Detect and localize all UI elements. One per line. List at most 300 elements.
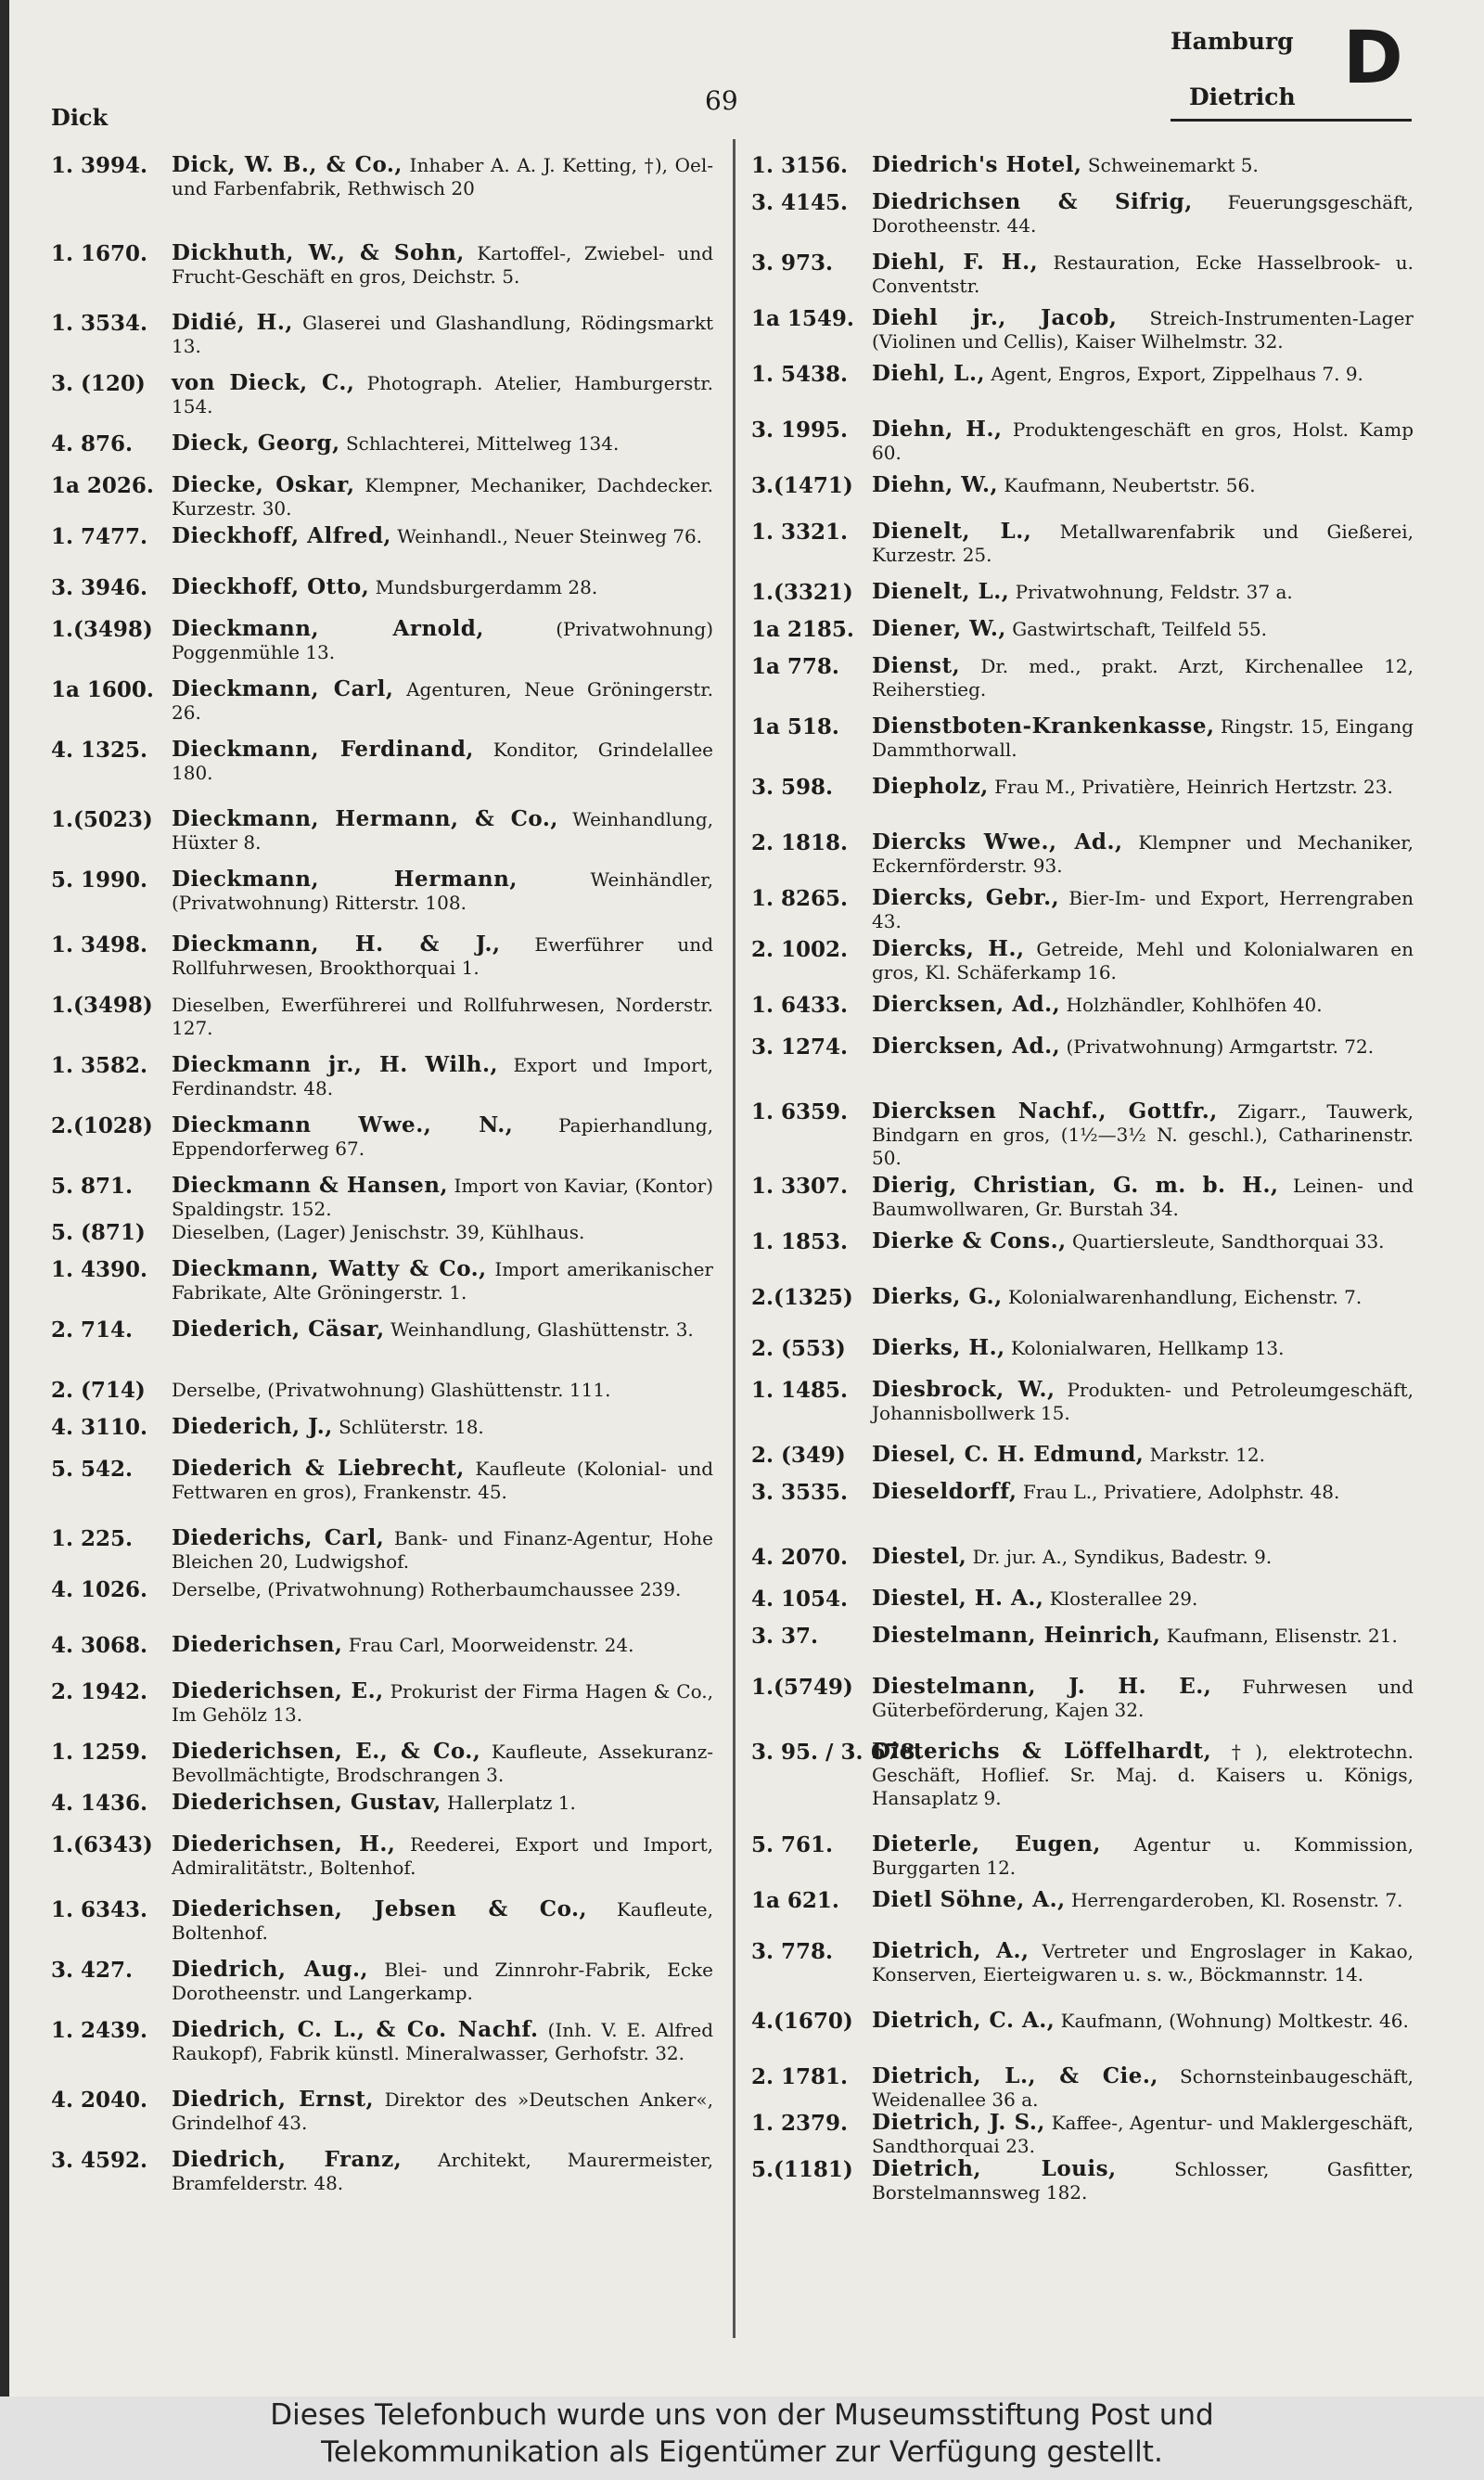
directory-entry bbox=[51, 1832, 719, 1880]
phone-number: 4. 1026. bbox=[51, 1577, 148, 1602]
entry-text bbox=[172, 677, 719, 725]
phone-number: 3. 427. bbox=[51, 1958, 134, 1983]
entry-text bbox=[872, 190, 1419, 238]
entry-text bbox=[872, 1034, 1419, 1060]
subscriber-name: Diehn, W., bbox=[872, 472, 999, 497]
phone-number: 2. (553) bbox=[751, 1336, 846, 1361]
entry-text bbox=[872, 1336, 1419, 1361]
subscriber-name: Diestelmann, Heinrich, bbox=[872, 1623, 1161, 1648]
phone-number: 1.(6343) bbox=[51, 1832, 153, 1857]
directory-entry bbox=[751, 617, 1419, 642]
directory-entry bbox=[751, 1832, 1419, 1880]
directory-entry bbox=[51, 1113, 719, 1161]
running-head-city: Hamburg bbox=[1171, 28, 1294, 55]
subscriber-details: Derselbe, (Privatwohnung) Glashüttenstr. 111. bbox=[172, 1379, 611, 1401]
subscriber-name: Diestel, H. A., bbox=[872, 1586, 1044, 1611]
directory-entry bbox=[51, 1679, 719, 1727]
subscriber-name: Dickhuth, W., & Sohn, bbox=[172, 240, 465, 265]
subscriber-name: Diercksen Nachf., Gottfr., bbox=[872, 1099, 1218, 1124]
phone-number: 1. 5438. bbox=[751, 362, 849, 387]
subscriber-details: Agenturen, Neue Gröningerstr. 26. bbox=[172, 678, 713, 724]
entry-text bbox=[172, 1220, 719, 1245]
phone-number: 2. 1781. bbox=[751, 2064, 849, 2089]
phone-number: 4.(1670) bbox=[751, 2009, 853, 2034]
subscriber-name: Diederichsen, H., bbox=[172, 1831, 396, 1857]
entry-text bbox=[172, 1633, 719, 1658]
entry-text bbox=[872, 886, 1419, 933]
phone-number: 1. 2439. bbox=[51, 2018, 148, 2043]
phone-number: 1.(5749) bbox=[751, 1675, 853, 1700]
subscriber-details: Produkten- und Petroleumgeschäft, Johannisbollwerk 15. bbox=[872, 1379, 1414, 1424]
directory-entry bbox=[51, 1577, 719, 1602]
subscriber-name: Diercks Wwe., Ad., bbox=[872, 829, 1123, 855]
subscriber-details: Bier-Im- und Export, Herrengraben 43. bbox=[872, 887, 1414, 932]
entry-text bbox=[172, 371, 719, 418]
directory-entry bbox=[751, 714, 1419, 762]
phone-number: 3. 1995. bbox=[751, 418, 849, 443]
subscriber-details: Hallerplatz 1. bbox=[447, 1792, 576, 1814]
directory-entry bbox=[51, 524, 719, 549]
phone-number: 1. 8265. bbox=[751, 886, 849, 911]
phone-number: 2.(1325) bbox=[751, 1285, 853, 1310]
subscriber-details: †), elektrotechn. Geschäft, Hoflief. Sr. Maj. d. Kaisers u. Königs, Hansaplatz 9. bbox=[872, 1741, 1414, 1809]
entry-text bbox=[172, 993, 719, 1040]
entry-text bbox=[172, 311, 719, 358]
subscriber-name: Dick, W. B., & Co., bbox=[172, 152, 403, 177]
subscriber-name: Dieseldorff, bbox=[872, 1479, 1017, 1504]
subscriber-name: Diederichsen, E., & Co., bbox=[172, 1739, 481, 1764]
phone-number: 3. (120) bbox=[51, 371, 146, 396]
directory-entry bbox=[51, 2148, 719, 2195]
phone-number: 1a 621. bbox=[751, 1888, 839, 1913]
directory-entry bbox=[751, 1545, 1419, 1570]
phone-number: 5. 1990. bbox=[51, 867, 148, 893]
phone-number: 1.(3321) bbox=[751, 580, 853, 605]
directory-entry bbox=[51, 431, 719, 456]
directory-entry bbox=[751, 190, 1419, 238]
column-divider bbox=[733, 139, 736, 2338]
subscriber-name: Dieckmann jr., H. Wilh., bbox=[172, 1052, 499, 1077]
running-head-left: Dick bbox=[51, 104, 109, 131]
phone-number: 3.(1471) bbox=[751, 473, 853, 498]
subscriber-details: Kaufmann, Elisenstr. 21. bbox=[1166, 1625, 1398, 1647]
entry-text bbox=[172, 1740, 719, 1787]
directory-entry bbox=[751, 1587, 1419, 1612]
entry-text bbox=[872, 473, 1419, 498]
phone-number: 3. 973. bbox=[751, 251, 834, 276]
subscriber-name: Diesbrock, W., bbox=[872, 1377, 1055, 1402]
directory-entry bbox=[51, 677, 719, 725]
entry-text bbox=[872, 1378, 1419, 1425]
entry-text bbox=[172, 617, 719, 664]
phone-number: 1. 4390. bbox=[51, 1257, 148, 1282]
phone-number: 1. 3582. bbox=[51, 1053, 148, 1078]
entry-text bbox=[872, 830, 1419, 878]
phone-number: 2. 1002. bbox=[751, 937, 849, 962]
directory-entry bbox=[51, 1526, 719, 1574]
entry-text bbox=[172, 1897, 719, 1945]
directory-entry bbox=[51, 1378, 719, 1403]
subscriber-details: Glaserei und Glashandlung, Rödingsmarkt 13. bbox=[172, 312, 713, 357]
entry-text bbox=[172, 153, 719, 200]
phone-number: 1. 3307. bbox=[751, 1174, 849, 1199]
phone-number: 1. 3156. bbox=[751, 153, 849, 178]
phone-number: 3. 37. bbox=[751, 1624, 819, 1649]
subscriber-name: Diepholz, bbox=[872, 774, 989, 799]
subscriber-details: Leinen- und Baumwollwaren, Gr. Burstah 34. bbox=[872, 1175, 1414, 1220]
subscriber-name: Diedrichsen & Sifrig, bbox=[872, 189, 1193, 214]
subscriber-details: Metallwarenfabrik und Gießerei, Kurzestr. 25. bbox=[872, 520, 1414, 566]
subscriber-details: (Privatwohnung) Armgartstr. 72. bbox=[1066, 1035, 1375, 1058]
subscriber-name: Diestel, bbox=[872, 1544, 967, 1569]
entry-text bbox=[872, 1740, 1419, 1810]
phone-number: 1. 6433. bbox=[751, 993, 849, 1018]
directory-entry bbox=[751, 520, 1419, 567]
subscriber-details: Dieselben, (Lager) Jenischstr. 39, Kühlhaus. bbox=[172, 1221, 585, 1243]
directory-entry bbox=[751, 1443, 1419, 1468]
entry-text bbox=[872, 1174, 1419, 1221]
directory-entry bbox=[751, 251, 1419, 298]
entry-text bbox=[872, 654, 1419, 701]
phone-number: 1. 225. bbox=[51, 1526, 134, 1551]
entry-text bbox=[872, 2064, 1419, 2112]
subscriber-details: Kolonialwaren, Hellkamp 13. bbox=[1010, 1337, 1285, 1359]
entry-text bbox=[872, 993, 1419, 1018]
subscriber-details: Export und Import, Ferdinandstr. 48. bbox=[172, 1054, 714, 1099]
subscriber-name: Dieterle, Eugen, bbox=[872, 1831, 1101, 1857]
subscriber-name: Dierig, Christian, G. m. b. H., bbox=[872, 1173, 1279, 1198]
subscriber-name: Diehn, H., bbox=[872, 417, 1003, 442]
subscriber-name: Dietrich, C. A., bbox=[872, 2008, 1055, 2033]
subscriber-name: Diederichsen, Gustav, bbox=[172, 1790, 441, 1815]
subscriber-details: Inhaber A. A. J. Ketting, †), Oel- und Farbenfabrik, Rethwisch 20 bbox=[172, 154, 713, 199]
phone-number: 1. 1853. bbox=[751, 1229, 849, 1254]
phone-number: 1. 1485. bbox=[751, 1378, 849, 1403]
phone-number: 1. 3321. bbox=[751, 520, 849, 545]
subscriber-details: Schlüterstr. 18. bbox=[339, 1416, 484, 1438]
subscriber-details: Getreide, Mehl und Kolonialwaren en gros, Kl. Schäferkamp 16. bbox=[872, 938, 1414, 983]
subscriber-details: Kartoffel-, Zwiebel- und Frucht-Geschäft en gros, Deichstr. 5. bbox=[172, 242, 714, 288]
directory-entry bbox=[51, 1740, 719, 1787]
subscriber-details: Agent, Engros, Export, Zippelhaus 7. 9. bbox=[991, 363, 1363, 385]
subscriber-details: Dr. med., prakt. Arzt, Kirchenallee 12, Reiherstieg. bbox=[872, 655, 1414, 700]
header-rule bbox=[1171, 119, 1412, 122]
section-letter: D bbox=[1343, 17, 1403, 100]
phone-number: 3. 4145. bbox=[751, 190, 849, 215]
entry-text bbox=[172, 1791, 719, 1816]
entry-text bbox=[872, 1624, 1419, 1649]
entry-text bbox=[172, 2148, 719, 2195]
phone-number: 4. 876. bbox=[51, 431, 134, 456]
phone-number: 1. 6343. bbox=[51, 1897, 148, 1922]
subscriber-details: Schlachterei, Mittelweg 134. bbox=[345, 432, 620, 455]
phone-number: 3. 3946. bbox=[51, 575, 148, 600]
directory-entry bbox=[51, 1317, 719, 1343]
subscriber-details: Ringstr. 15, Eingang Dammthorwall. bbox=[872, 715, 1414, 761]
subscriber-name: Diederichs, Carl, bbox=[172, 1525, 385, 1550]
directory-entry bbox=[751, 1174, 1419, 1221]
entry-text bbox=[872, 1099, 1419, 1170]
subscriber-name: Diesel, C. H. Edmund, bbox=[872, 1442, 1145, 1467]
directory-entry bbox=[51, 2088, 719, 2135]
subscriber-name: Diederich, J., bbox=[172, 1414, 333, 1439]
subscriber-name: Dieckmann & Hansen, bbox=[172, 1173, 449, 1198]
subscriber-name: Dienelt, L., bbox=[872, 519, 1032, 544]
entry-text bbox=[172, 867, 719, 915]
subscriber-name: Diederichsen, bbox=[172, 1632, 343, 1657]
entry-text bbox=[872, 2157, 1419, 2204]
phone-number: 1a 1600. bbox=[51, 677, 154, 702]
phone-number: 2. (714) bbox=[51, 1378, 146, 1403]
subscriber-details: Herrengarderoben, Kl. Rosenstr. 7. bbox=[1070, 1889, 1403, 1911]
subscriber-name: Diedrich, C. L., & Co. Nachf. bbox=[172, 2017, 539, 2042]
subscriber-details: Reederei, Export und Import, Admiralitätstr., Boltenhof. bbox=[172, 1833, 714, 1879]
subscriber-details: Kaufmann, (Wohnung) Moltkestr. 46. bbox=[1060, 2010, 1409, 2032]
phone-number: 1. 1259. bbox=[51, 1740, 148, 1765]
phone-number: 3. 95. / 3. 678. bbox=[751, 1740, 923, 1765]
directory-entry bbox=[751, 1480, 1419, 1505]
phone-number: 2. 1818. bbox=[751, 830, 849, 855]
subscriber-name: Diedrich's Hotel, bbox=[872, 152, 1082, 177]
subscriber-name: Dieckmann, H. & J., bbox=[172, 932, 501, 957]
directory-entry bbox=[51, 1633, 719, 1658]
entry-text bbox=[872, 520, 1419, 567]
phone-number: 3. 598. bbox=[751, 775, 834, 800]
directory-entry bbox=[51, 993, 719, 1040]
directory-entry bbox=[751, 937, 1419, 984]
directory-entry bbox=[51, 1174, 719, 1221]
directory-entry bbox=[51, 1791, 719, 1816]
entry-text bbox=[872, 1443, 1419, 1468]
directory-entry bbox=[751, 418, 1419, 465]
directory-entry bbox=[751, 993, 1419, 1018]
subscriber-details: Blei- und Zinnrohr-Fabrik, Ecke Dorotheenstr. und Langerkamp. bbox=[172, 1959, 713, 2004]
subscriber-details: Dieselben, Ewerführerei und Rollfuhrwesen, Norderstr. 127. bbox=[172, 994, 713, 1039]
phone-number: 1a 778. bbox=[751, 654, 839, 679]
entry-text bbox=[872, 1888, 1419, 1913]
directory-entry bbox=[51, 371, 719, 418]
phone-number: 5. 761. bbox=[751, 1832, 834, 1857]
subscriber-details: (Inh. V. E. Alfred Raukopf), Fabrik künstl. Mineralwasser, Gerhofstr. 32. bbox=[172, 2019, 713, 2064]
directory-entry bbox=[751, 2064, 1419, 2112]
directory-entry bbox=[51, 1415, 719, 1440]
directory-entry bbox=[751, 1939, 1419, 1986]
subscriber-name: Dierks, H., bbox=[872, 1335, 1005, 1360]
subscriber-name: Dieckmann Wwe., N., bbox=[172, 1112, 514, 1137]
phone-number: 3. 3535. bbox=[751, 1480, 849, 1505]
directory-entry bbox=[751, 1099, 1419, 1170]
phone-number: 1. 1670. bbox=[51, 241, 148, 266]
footer-notice bbox=[0, 2396, 1484, 2480]
entry-text bbox=[172, 738, 719, 785]
directory-entry bbox=[751, 886, 1419, 933]
subscriber-details: Markstr. 12. bbox=[1149, 1444, 1265, 1466]
subscriber-details: Papierhandlung, Eppendorferweg 67. bbox=[172, 1114, 713, 1160]
phone-number: 4. 2040. bbox=[51, 2088, 148, 2113]
subscriber-name: Diehl jr., Jacob, bbox=[872, 305, 1118, 330]
entry-text bbox=[172, 1317, 719, 1343]
directory-entry bbox=[751, 775, 1419, 800]
subscriber-details: Vertreter und Engroslager in Kakao, Konserven, Eierteigwaren u. s. w., Böckmannstr. 14. bbox=[872, 1940, 1414, 1985]
subscriber-name: Dieckmann, Arnold, bbox=[172, 616, 484, 641]
subscriber-details: Quartiersleute, Sandthorquai 33. bbox=[1071, 1230, 1385, 1253]
subscriber-name: Dieck, Georg, bbox=[172, 430, 340, 456]
directory-entry bbox=[751, 153, 1419, 178]
subscriber-details: Photograph. Atelier, Hamburgerstr. 154. bbox=[172, 372, 714, 418]
subscriber-details: Privatwohnung, Feldstr. 37 a. bbox=[1015, 581, 1293, 603]
subscriber-details: Import von Kaviar, (Kontor) Spaldingstr. 152. bbox=[172, 1175, 713, 1220]
subscriber-name: von Dieck, C., bbox=[172, 370, 355, 395]
directory-entry bbox=[751, 1229, 1419, 1254]
subscriber-details: Kaufleute (Kolonial- und Fettwaren en gros), Frankenstr. 45. bbox=[172, 1458, 714, 1503]
directory-entry bbox=[751, 654, 1419, 701]
entry-text bbox=[172, 473, 719, 520]
directory-entry bbox=[51, 575, 719, 600]
phone-number: 2. (349) bbox=[751, 1443, 846, 1468]
phone-number: 4. 1436. bbox=[51, 1791, 148, 1816]
subscriber-details: Import amerikanischer Fabrikate, Alte Gröningerstr. 1. bbox=[172, 1258, 713, 1304]
subscriber-details: (Privatwohnung) Poggenmühle 13. bbox=[172, 618, 713, 663]
entry-text bbox=[172, 1577, 719, 1602]
subscriber-details: Agentur u. Kommission, Burggarten 12. bbox=[872, 1833, 1414, 1879]
subscriber-details: Mundsburgerdamm 28. bbox=[375, 576, 598, 598]
phone-number: 5. (871) bbox=[51, 1220, 146, 1245]
subscriber-details: Konditor, Grindelallee 180. bbox=[172, 739, 713, 784]
entry-text bbox=[872, 306, 1419, 353]
phone-number: 1a 1549. bbox=[751, 306, 854, 331]
subscriber-name: Dieckmann, Ferdinand, bbox=[172, 737, 474, 762]
subscriber-name: Diedrich, Ernst, bbox=[172, 2087, 375, 2112]
entry-text bbox=[872, 1939, 1419, 1986]
subscriber-details: Dr. jur. A., Syndikus, Badestr. 9. bbox=[972, 1546, 1273, 1568]
phone-number: 1a 2185. bbox=[751, 617, 854, 642]
entry-text bbox=[172, 1113, 719, 1161]
directory-entry bbox=[51, 1897, 719, 1945]
entry-text bbox=[172, 575, 719, 600]
entry-text bbox=[172, 1174, 719, 1221]
phone-number: 1.(3498) bbox=[51, 617, 153, 642]
entry-text bbox=[872, 775, 1419, 800]
subscriber-details: Zigarr., Tauwerk, Bindgarn en gros, (1½—3½ N. geschl.), Catharinenstr. 50. bbox=[872, 1100, 1414, 1169]
directory-entry bbox=[751, 1378, 1419, 1425]
subscriber-name: Diercks, Gebr., bbox=[872, 885, 1060, 910]
directory-entry bbox=[751, 1336, 1419, 1361]
entry-text bbox=[172, 241, 719, 289]
footer-line-2: Telekommunikation als Eigentümer zur Verfügung gestellt. bbox=[321, 2435, 1163, 2469]
phone-number: 1. 3498. bbox=[51, 932, 148, 957]
subscriber-name: Diederich & Liebrecht, bbox=[172, 1456, 465, 1481]
entry-text bbox=[872, 937, 1419, 984]
footer-line-1: Dieses Telefonbuch wurde uns von der Museumsstiftung Post und bbox=[270, 2398, 1214, 2432]
subscriber-name: Dieckmann, Watty & Co., bbox=[172, 1256, 487, 1281]
directory-entry bbox=[51, 738, 719, 785]
subscriber-details: Feuerungsgeschäft, Dorotheenstr. 44. bbox=[872, 191, 1414, 237]
subscriber-name: Diederichsen, Jebsen & Co., bbox=[172, 1896, 588, 1921]
phone-number: 5. 871. bbox=[51, 1174, 134, 1199]
directory-entry bbox=[751, 2157, 1419, 2204]
directory-entry bbox=[51, 1257, 719, 1304]
directory-entry bbox=[751, 1624, 1419, 1649]
subscriber-details: Architekt, Maurermeister, Bramfelderstr. 48. bbox=[172, 2149, 714, 2194]
entry-text bbox=[172, 807, 719, 855]
subscriber-name: Diercksen, Ad., bbox=[872, 1034, 1061, 1059]
directory-entry bbox=[751, 1285, 1419, 1310]
subscriber-name: Diedrich, Aug., bbox=[172, 1957, 369, 1982]
subscriber-details: Kaufleute, Assekuranz-Bevollmächtigte, Brodschrangen 3. bbox=[172, 1741, 714, 1786]
entry-text bbox=[172, 1832, 719, 1880]
phone-number: 2.(1028) bbox=[51, 1113, 153, 1138]
entry-text bbox=[872, 1229, 1419, 1254]
subscriber-details: Kolonialwarenhandlung, Eichenstr. 7. bbox=[1008, 1286, 1362, 1308]
subscriber-details: Streich-Instrumenten-Lager (Violinen und Cellis), Kaiser Wilhelmstr. 32. bbox=[872, 307, 1414, 353]
phone-number: 2. 714. bbox=[51, 1317, 134, 1343]
directory-entry bbox=[51, 867, 719, 915]
phone-number: 1.(3498) bbox=[51, 993, 153, 1018]
subscriber-details: Weinhandlung, Hüxter 8. bbox=[172, 808, 713, 854]
directory-entry bbox=[751, 580, 1419, 605]
subscriber-name: Diehl, L., bbox=[872, 361, 985, 386]
phone-number: 4. 2070. bbox=[751, 1545, 849, 1570]
subscriber-details: Schornsteinbaugeschäft, Weidenallee 36 a. bbox=[872, 2065, 1414, 2111]
subscriber-name: Dietrich, A., bbox=[872, 1938, 1030, 1963]
phone-number: 5. 542. bbox=[51, 1457, 134, 1482]
entry-text bbox=[172, 1526, 719, 1574]
directory-entry bbox=[51, 932, 719, 980]
entry-text bbox=[872, 2009, 1419, 2034]
subscriber-details: Bank- und Finanz-Agentur, Hohe Bleichen 20, Ludwigshof. bbox=[172, 1527, 714, 1573]
subscriber-name: Dienelt, L., bbox=[872, 579, 1010, 604]
entry-text bbox=[872, 580, 1419, 605]
subscriber-details: Klempner und Mechaniker, Eckernförderstr. 93. bbox=[872, 831, 1414, 877]
entry-text bbox=[172, 1415, 719, 1440]
entry-text bbox=[872, 1832, 1419, 1880]
directory-entry bbox=[751, 473, 1419, 498]
entry-text bbox=[172, 2018, 719, 2065]
directory-entry bbox=[751, 362, 1419, 387]
subscriber-details: Weinhandl., Neuer Steinweg 76. bbox=[397, 525, 703, 547]
directory-entry bbox=[51, 807, 719, 855]
subscriber-name: Diederichsen, E., bbox=[172, 1678, 384, 1703]
subscriber-details: Prokurist der Firma Hagen & Co., Im Gehölz 13. bbox=[172, 1680, 714, 1726]
entry-text bbox=[872, 2111, 1419, 2158]
subscriber-name: Dieckhoff, Alfred, bbox=[172, 523, 391, 548]
subscriber-details: Weinhandlung, Glashüttenstr. 3. bbox=[390, 1318, 694, 1341]
phone-number: 1. 2379. bbox=[751, 2111, 849, 2136]
subscriber-details: Kaffee-, Agentur- und Maklergeschäft, Sandthorquai 23. bbox=[872, 2112, 1414, 2157]
subscriber-details: Holzhändler, Kohlhöfen 40. bbox=[1066, 994, 1323, 1016]
phone-number: 3. 1274. bbox=[751, 1034, 849, 1060]
directory-entry bbox=[51, 1220, 719, 1245]
subscriber-name: Diestelmann, J. H. E., bbox=[872, 1674, 1212, 1699]
subscriber-name: Dieckhoff, Otto, bbox=[172, 574, 370, 599]
entry-text bbox=[172, 1378, 719, 1403]
directory-entry bbox=[51, 1958, 719, 2005]
subscriber-name: Diehl, F. H., bbox=[872, 250, 1039, 275]
entry-text bbox=[872, 617, 1419, 642]
subscriber-name: Dienstboten-Krankenkasse, bbox=[872, 713, 1215, 739]
subscriber-details: Frau Carl, Moorweidenstr. 24. bbox=[348, 1634, 634, 1656]
subscriber-name: Dietrich, J. S., bbox=[872, 2110, 1045, 2135]
subscriber-details: Klempner, Mechaniker, Dachdecker. Kurzestr. 30. bbox=[172, 474, 713, 520]
subscriber-details: Frau M., Privatière, Heinrich Hertzstr. 23. bbox=[994, 776, 1393, 798]
directory-entry bbox=[751, 1034, 1419, 1060]
subscriber-name: Diedrich, Franz, bbox=[172, 2147, 403, 2172]
entry-text bbox=[872, 418, 1419, 465]
entry-text bbox=[872, 1480, 1419, 1505]
subscriber-name: Dietrich, Louis, bbox=[872, 2156, 1117, 2181]
directory-entry bbox=[51, 153, 719, 200]
subscriber-name: Diederich, Cäsar, bbox=[172, 1317, 385, 1342]
